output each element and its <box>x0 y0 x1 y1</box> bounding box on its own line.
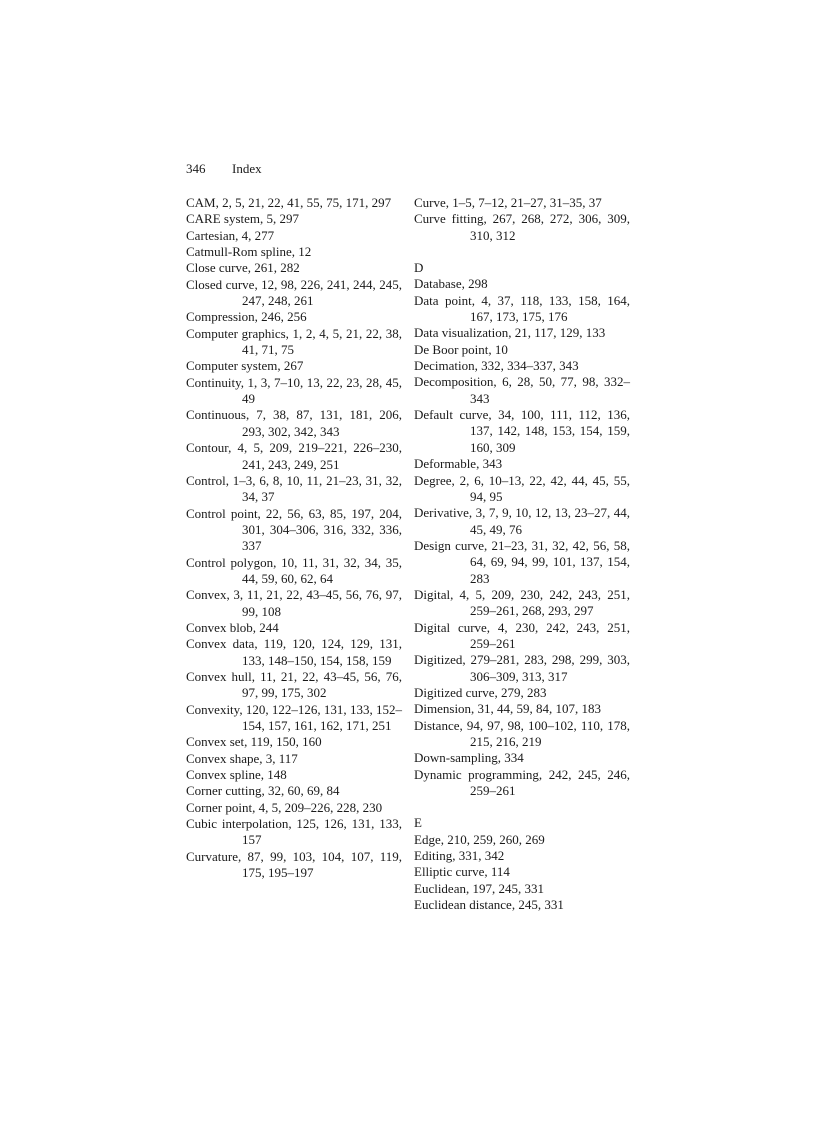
index-entry: Database, 298 <box>414 276 488 292</box>
index-entry: Convex spline, 148 <box>186 767 287 783</box>
index-letter-e: E <box>414 815 422 831</box>
index-entry: Decimation, 332, 334–337, 343 <box>414 358 579 374</box>
index-group-e <box>414 832 630 914</box>
index-group-c-continued <box>414 195 630 244</box>
index-entry: Digitized curve, 279, 283 <box>414 684 547 700</box>
index-entry: Corner cutting, 32, 60, 69, 84 <box>186 783 340 799</box>
index-entry: Closed curve, 12, 98, 226, 241, 244, 245, 247, 248, 261 <box>186 276 402 309</box>
index-entry: Computer graphics, 1, 2, 4, 5, 21, 22, 38, 41, 71, 75 <box>186 325 402 358</box>
index-entry: Close curve, 261, 282 <box>186 260 300 276</box>
index-entry: Cubic interpolation, 125, 126, 131, 133, 157 <box>186 816 402 848</box>
index-entry: Control, 1–3, 6, 8, 10, 11, 21–23, 31, 32, 34, 37 <box>186 472 402 505</box>
index-entry: Convex set, 119, 150, 160 <box>186 734 322 750</box>
running-head <box>186 161 262 177</box>
index-entry: Continuous, 7, 38, 87, 131, 181, 206, 293, 302, 342, 343 <box>186 407 402 439</box>
index-entry: Convex shape, 3, 117 <box>186 750 298 766</box>
index-entry: Control polygon, 10, 11, 31, 32, 34, 35, 44, 59, 60, 62, 64 <box>186 554 402 586</box>
index-entry: Design curve, 21–23, 31, 32, 42, 56, 58, 64, 69, 94, 99, 101, 137, 154, 283 <box>414 537 630 586</box>
index-entry: Convex, 3, 11, 21, 22, 43–45, 56, 76, 97, 99, 108 <box>186 587 402 619</box>
index-entry: Convex hull, 11, 21, 22, 43–45, 56, 76, 97, 99, 175, 302 <box>186 668 402 701</box>
index-entry: Continuity, 1, 3, 7–10, 13, 22, 23, 28, 45, 49 <box>186 374 402 407</box>
index-entry: Digitized, 279–281, 283, 298, 299, 303, 306–309, 313, 317 <box>414 652 630 684</box>
index-group-d <box>414 276 630 799</box>
index-entry: Cartesian, 4, 277 <box>186 227 275 243</box>
index-entry: Data point, 4, 37, 118, 133, 158, 164, 167, 173, 175, 176 <box>414 292 630 325</box>
section-title: Index <box>232 161 262 176</box>
index-entry: Euclidean, 197, 245, 331 <box>414 880 544 896</box>
index-entry: Distance, 94, 97, 98, 100–102, 110, 178, 215, 216, 219 <box>414 717 630 749</box>
index-entry: Digital, 4, 5, 209, 230, 242, 243, 251, 259–261, 268, 293, 297 <box>414 586 630 619</box>
index-column-right <box>414 195 630 913</box>
index-letter-d: D <box>414 260 424 276</box>
index-entry: Deformable, 343 <box>414 456 503 472</box>
index-entry: Dimension, 31, 44, 59, 84, 107, 183 <box>414 701 602 717</box>
index-entry: Control point, 22, 56, 63, 85, 197, 204, 301, 304–306, 316, 332, 336, 337 <box>186 505 402 554</box>
index-entry: Down-sampling, 334 <box>414 750 524 766</box>
index-entry: Convexity, 120, 122–126, 131, 133, 152–154, 157, 161, 162, 171, 251 <box>186 701 402 733</box>
index-entry: De Boor point, 10 <box>414 341 508 357</box>
index-entry: Convex blob, 244 <box>186 619 279 635</box>
index-entry: Contour, 4, 5, 209, 219–221, 226–230, 241, 243, 249, 251 <box>186 440 402 472</box>
index-entry: Corner point, 4, 5, 209–226, 228, 230 <box>186 799 383 815</box>
index-entry: Computer system, 267 <box>186 358 304 374</box>
index-entry: Edge, 210, 259, 260, 269 <box>414 831 545 847</box>
index-entry: Data visualization, 21, 117, 129, 133 <box>414 325 606 341</box>
index-entry: Euclidean distance, 245, 331 <box>414 897 564 913</box>
index-entry: Degree, 2, 6, 10–13, 22, 42, 44, 45, 55, 94, 95 <box>414 472 630 504</box>
index-column-left <box>186 195 402 881</box>
index-entry: Catmull-Rom spline, 12 <box>186 244 312 260</box>
index-entry: Curve fitting, 267, 268, 272, 306, 309, 310, 312 <box>414 211 630 243</box>
index-entry: Curve, 1–5, 7–12, 21–27, 31–35, 37 <box>414 195 602 210</box>
page-number: 346 <box>186 161 206 176</box>
index-entry: Decomposition, 6, 28, 50, 77, 98, 332–343 <box>414 374 630 406</box>
index-entry: Editing, 331, 342 <box>414 848 505 864</box>
index-entry: Convex data, 119, 120, 124, 129, 131, 133, 148–150, 154, 158, 159 <box>186 636 402 668</box>
index-entry: Dynamic programming, 242, 245, 246, 259–261 <box>414 766 630 799</box>
index-entry: CARE system, 5, 297 <box>186 211 300 227</box>
index-entry: Default curve, 34, 100, 111, 112, 136, 137, 142, 148, 153, 154, 159, 160, 309 <box>414 407 630 455</box>
index-entry: CAM, 2, 5, 21, 22, 41, 55, 75, 171, 297 <box>186 195 392 210</box>
index-entry: Digital curve, 4, 230, 242, 243, 251, 259–261 <box>414 619 630 651</box>
index-entry: Derivative, 3, 7, 9, 10, 12, 13, 23–27, 44, 45, 49, 76 <box>414 505 630 537</box>
index-entry: Elliptic curve, 114 <box>414 864 510 880</box>
index-entry: Curvature, 87, 99, 103, 104, 107, 119, 175, 195–197 <box>186 848 402 881</box>
index-entry: Compression, 246, 256 <box>186 309 307 325</box>
